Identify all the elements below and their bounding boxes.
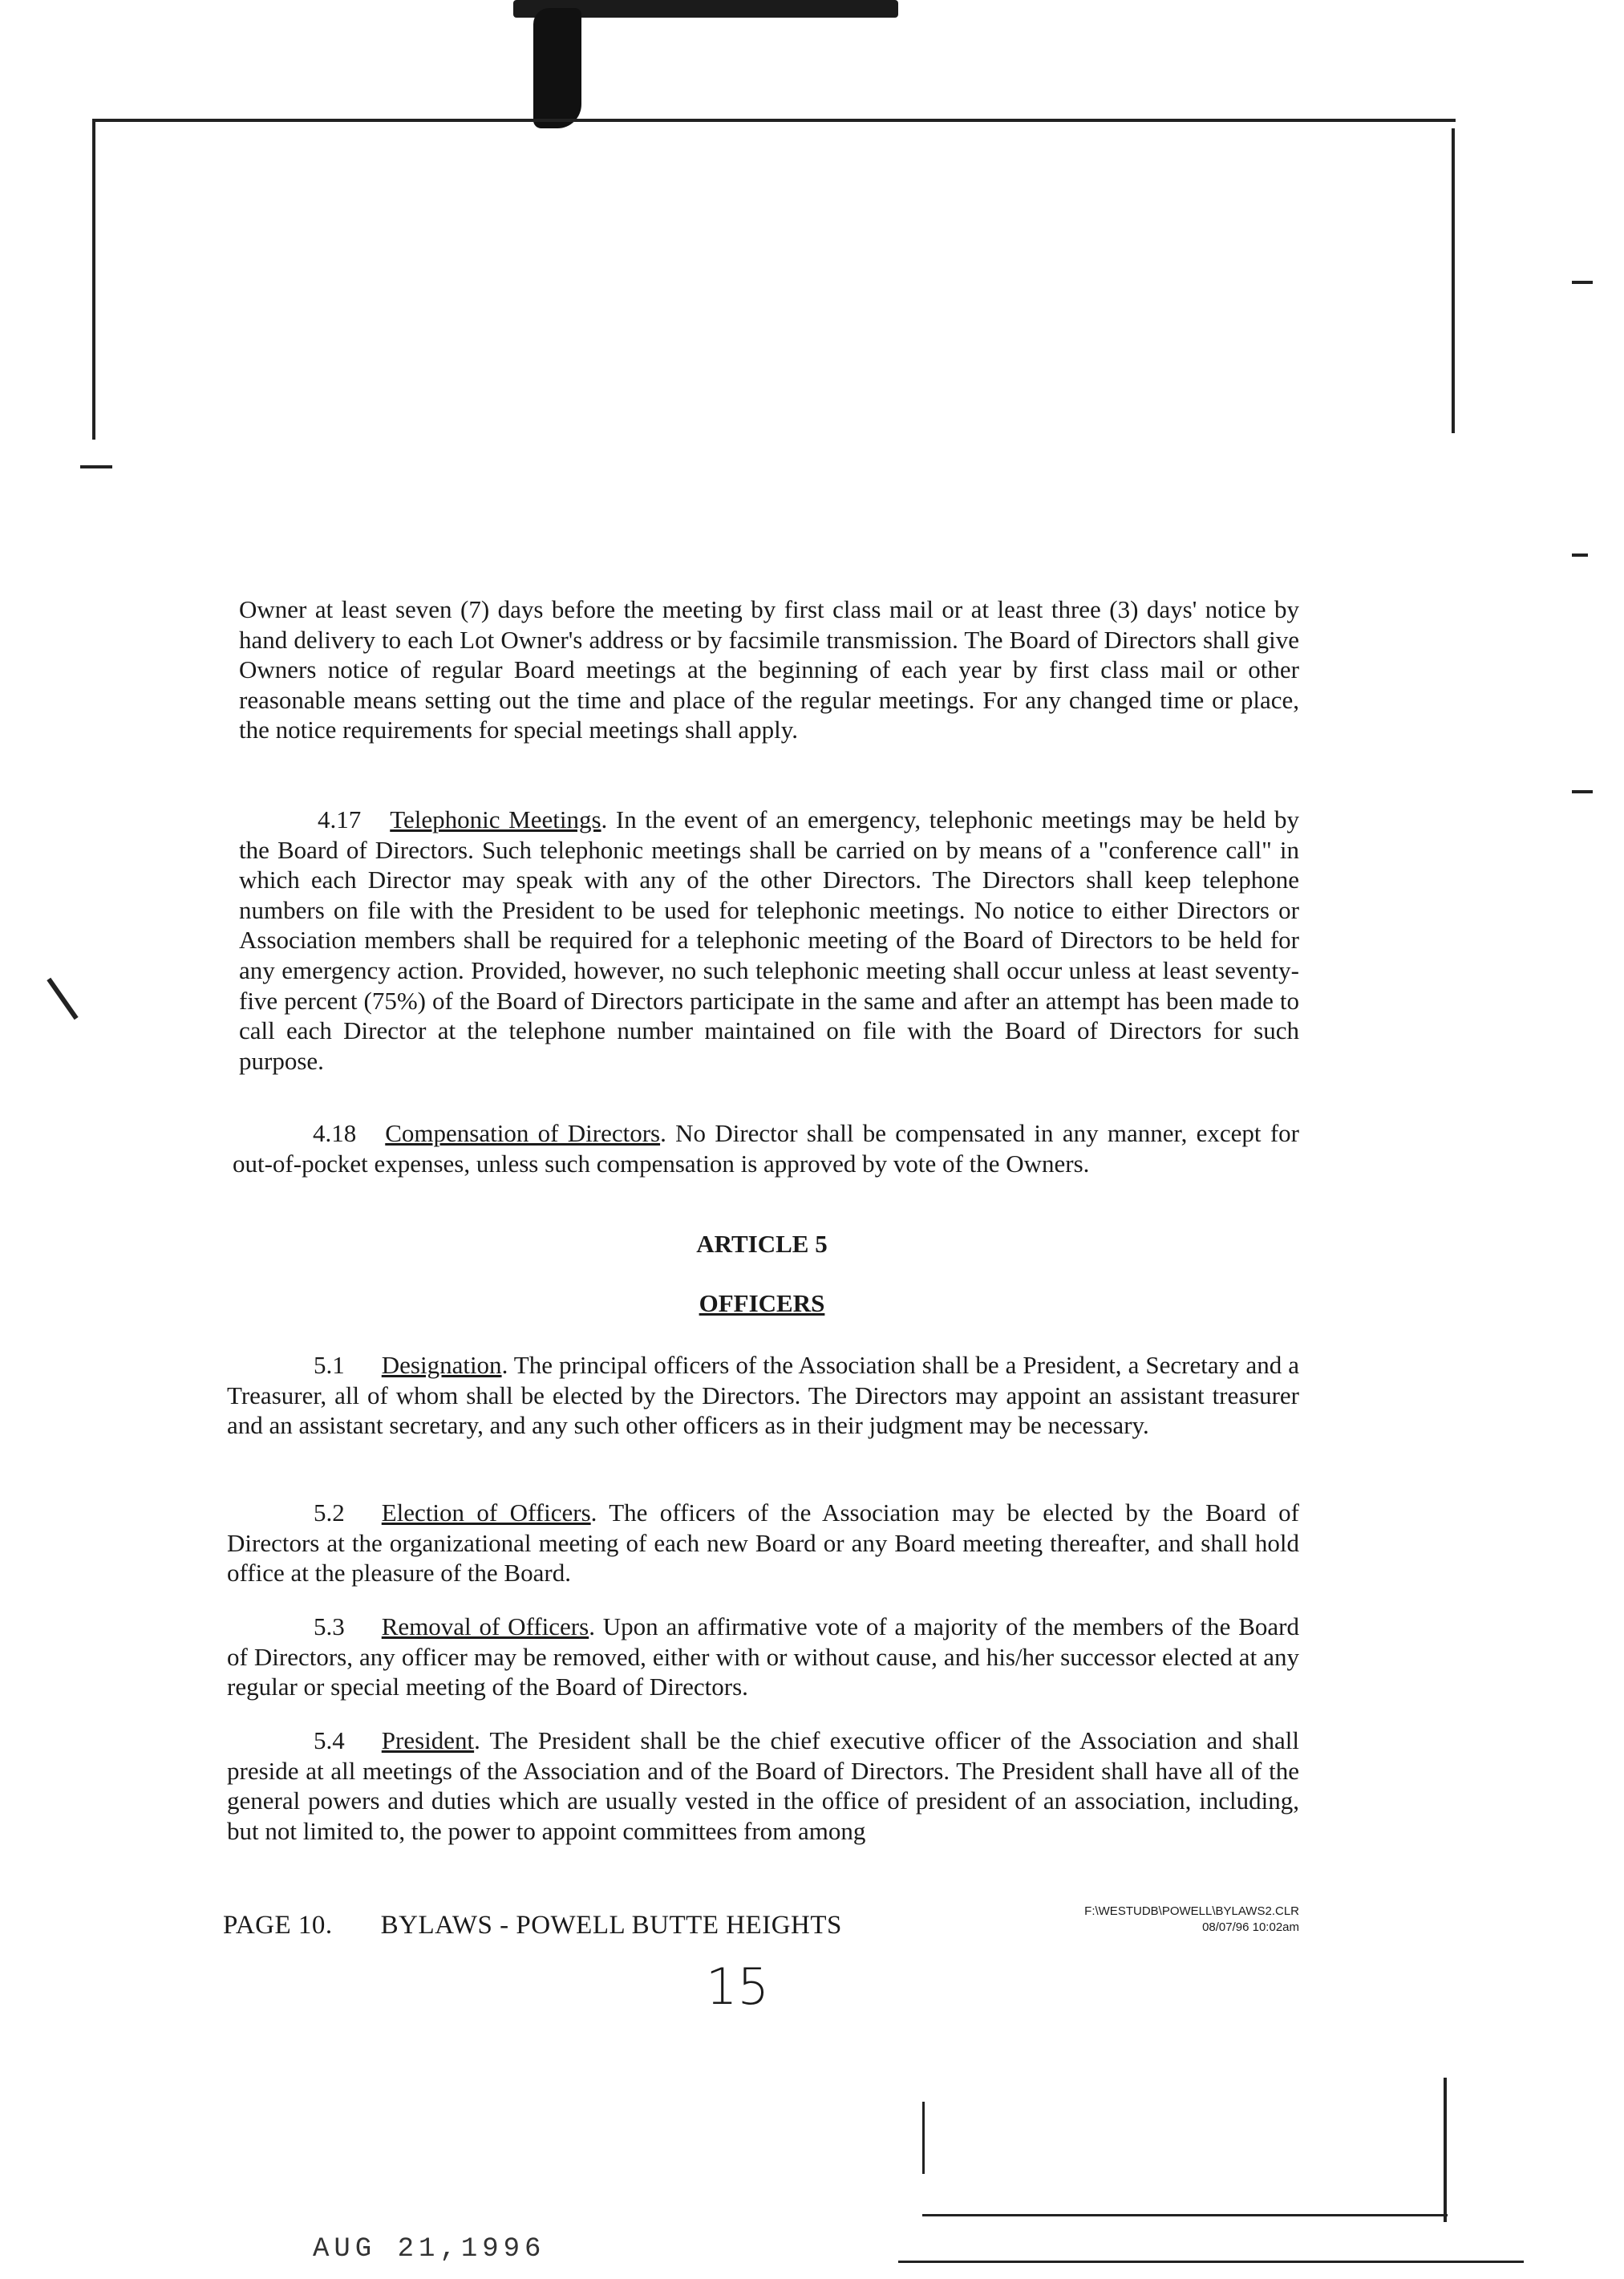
- scan-artifact-smudge: [533, 8, 581, 128]
- section-number: 5.1: [314, 1351, 345, 1379]
- frame-left-rule: [92, 119, 95, 440]
- section-5-2: [227, 1498, 1299, 1588]
- handwritten-page-number: 15: [706, 1957, 769, 2016]
- bottom-frame-right: [1444, 2078, 1447, 2222]
- footer-file-info: [1083, 1904, 1299, 1936]
- section-title: Removal of Officers: [381, 1612, 589, 1640]
- margin-mark: [1572, 281, 1593, 284]
- section-title: Telephonic Meetings: [390, 805, 601, 833]
- section-5-1: [227, 1350, 1299, 1441]
- margin-mark: [1572, 554, 1588, 557]
- footer-page-number: PAGE 10.: [223, 1911, 333, 1940]
- footer-document-title: BYLAWS - POWELL BUTTE HEIGHTS: [380, 1911, 842, 1940]
- article-title: OFFICERS: [699, 1289, 825, 1317]
- section-number: 5.3: [314, 1612, 345, 1640]
- section-4-17: [239, 805, 1299, 1076]
- section-body: . The principal officers of the Association shall be a President, a Secretary and a Treasurer, all of whom shall be elected by the Directors. The Directors may appoint an assistant treasurer and an assistant secretary, and any such other officers as in their judgment may be necessary.: [227, 1351, 1299, 1440]
- margin-mark: [1572, 790, 1593, 793]
- section-body: . Upon an affirmative vote of a majority of the members of the Board of Directors, any officer may be removed, either with or without cause, and his/her successor elected at any regular or special meeting of the Board of Directors.: [227, 1612, 1299, 1701]
- section-title: Designation: [381, 1351, 502, 1379]
- section-4-18: [233, 1118, 1299, 1178]
- article-heading: ARTICLE 5: [696, 1230, 828, 1258]
- section-5-4: [227, 1725, 1299, 1846]
- section-body: . The President shall be the chief executive officer of the Association and shall preside at all meetings of the Association and of the Board of Directors. The President shall have all of the general powers and duties which are usually vested in the office of president of an association, including, but not limited to, the power to appoint committees from among: [227, 1726, 1299, 1845]
- section-number: 5.4: [314, 1726, 345, 1754]
- margin-mark: [47, 978, 78, 1020]
- footer-file-path: F:\WESTUDB\POWELL\BYLAWS2.CLR: [1084, 1904, 1299, 1918]
- frame-top-rule: [92, 119, 1456, 122]
- footer-file-timestamp: 08/07/96 10:02am: [1202, 1920, 1299, 1934]
- bottom-edge-rule: [898, 2261, 1524, 2263]
- frame-right-rule: [1452, 128, 1455, 433]
- section-number: 4.17: [318, 805, 362, 833]
- continuation-paragraph: Owner at least seven (7) days before the meeting by first class mail or at least three (3) days' notice by hand delivery to each Lot Owner's address or by facsimile transmission. The Board of Directors shall give Owners notice of regular Board meetings at the beginning of each year by first class mail or other reasonable means setting out the time and place of the regular meetings. For any changed time or place, the notice requirements for special meetings shall apply.: [239, 595, 1299, 744]
- section-body: . In the event of an emergency, telephonic meetings may be held by the Board of Directors. Such telephonic meetings shall be carried on by means of a "conference call" in which each Director may speak with any of the other Directors. The Directors shall keep telephone numbers on file with the President to be used for telephonic meetings. No notice to either Directors or Association members shall be required for a telephonic meeting of the Board of Directors to be held for any emergency action. Provided, however, no such telephonic meeting shall occur unless at least seventy-five percent (75%) of the Board of Directors participate in the same and after an attempt has been made to call each Director at the telephone number maintained on file with the Board of Directors for such purpose.: [239, 805, 1299, 1075]
- section-body: . No Director shall be compensated in any manner, except for out-of-pocket expenses, unless such compensation is approved by vote of the Owners.: [233, 1119, 1299, 1178]
- bottom-frame-rule: [922, 2214, 1448, 2216]
- bottom-frame-left: [922, 2102, 925, 2174]
- section-title: Election of Officers: [381, 1498, 591, 1527]
- date-stamp: AUG 21,1996: [313, 2234, 546, 2265]
- page-footer: [223, 1911, 842, 1940]
- margin-mark: [80, 465, 112, 468]
- section-number: 4.18: [313, 1119, 357, 1147]
- section-body: . The officers of the Association may be elected by the Board of Directors at the organizational meeting of each new Board or any Board meeting thereafter, and shall hold office at the pleasure of the Board.: [227, 1498, 1299, 1588]
- section-5-3: [227, 1612, 1299, 1702]
- section-title: Compensation of Directors: [385, 1119, 661, 1147]
- section-number: 5.2: [314, 1498, 345, 1527]
- section-title: President: [381, 1726, 475, 1754]
